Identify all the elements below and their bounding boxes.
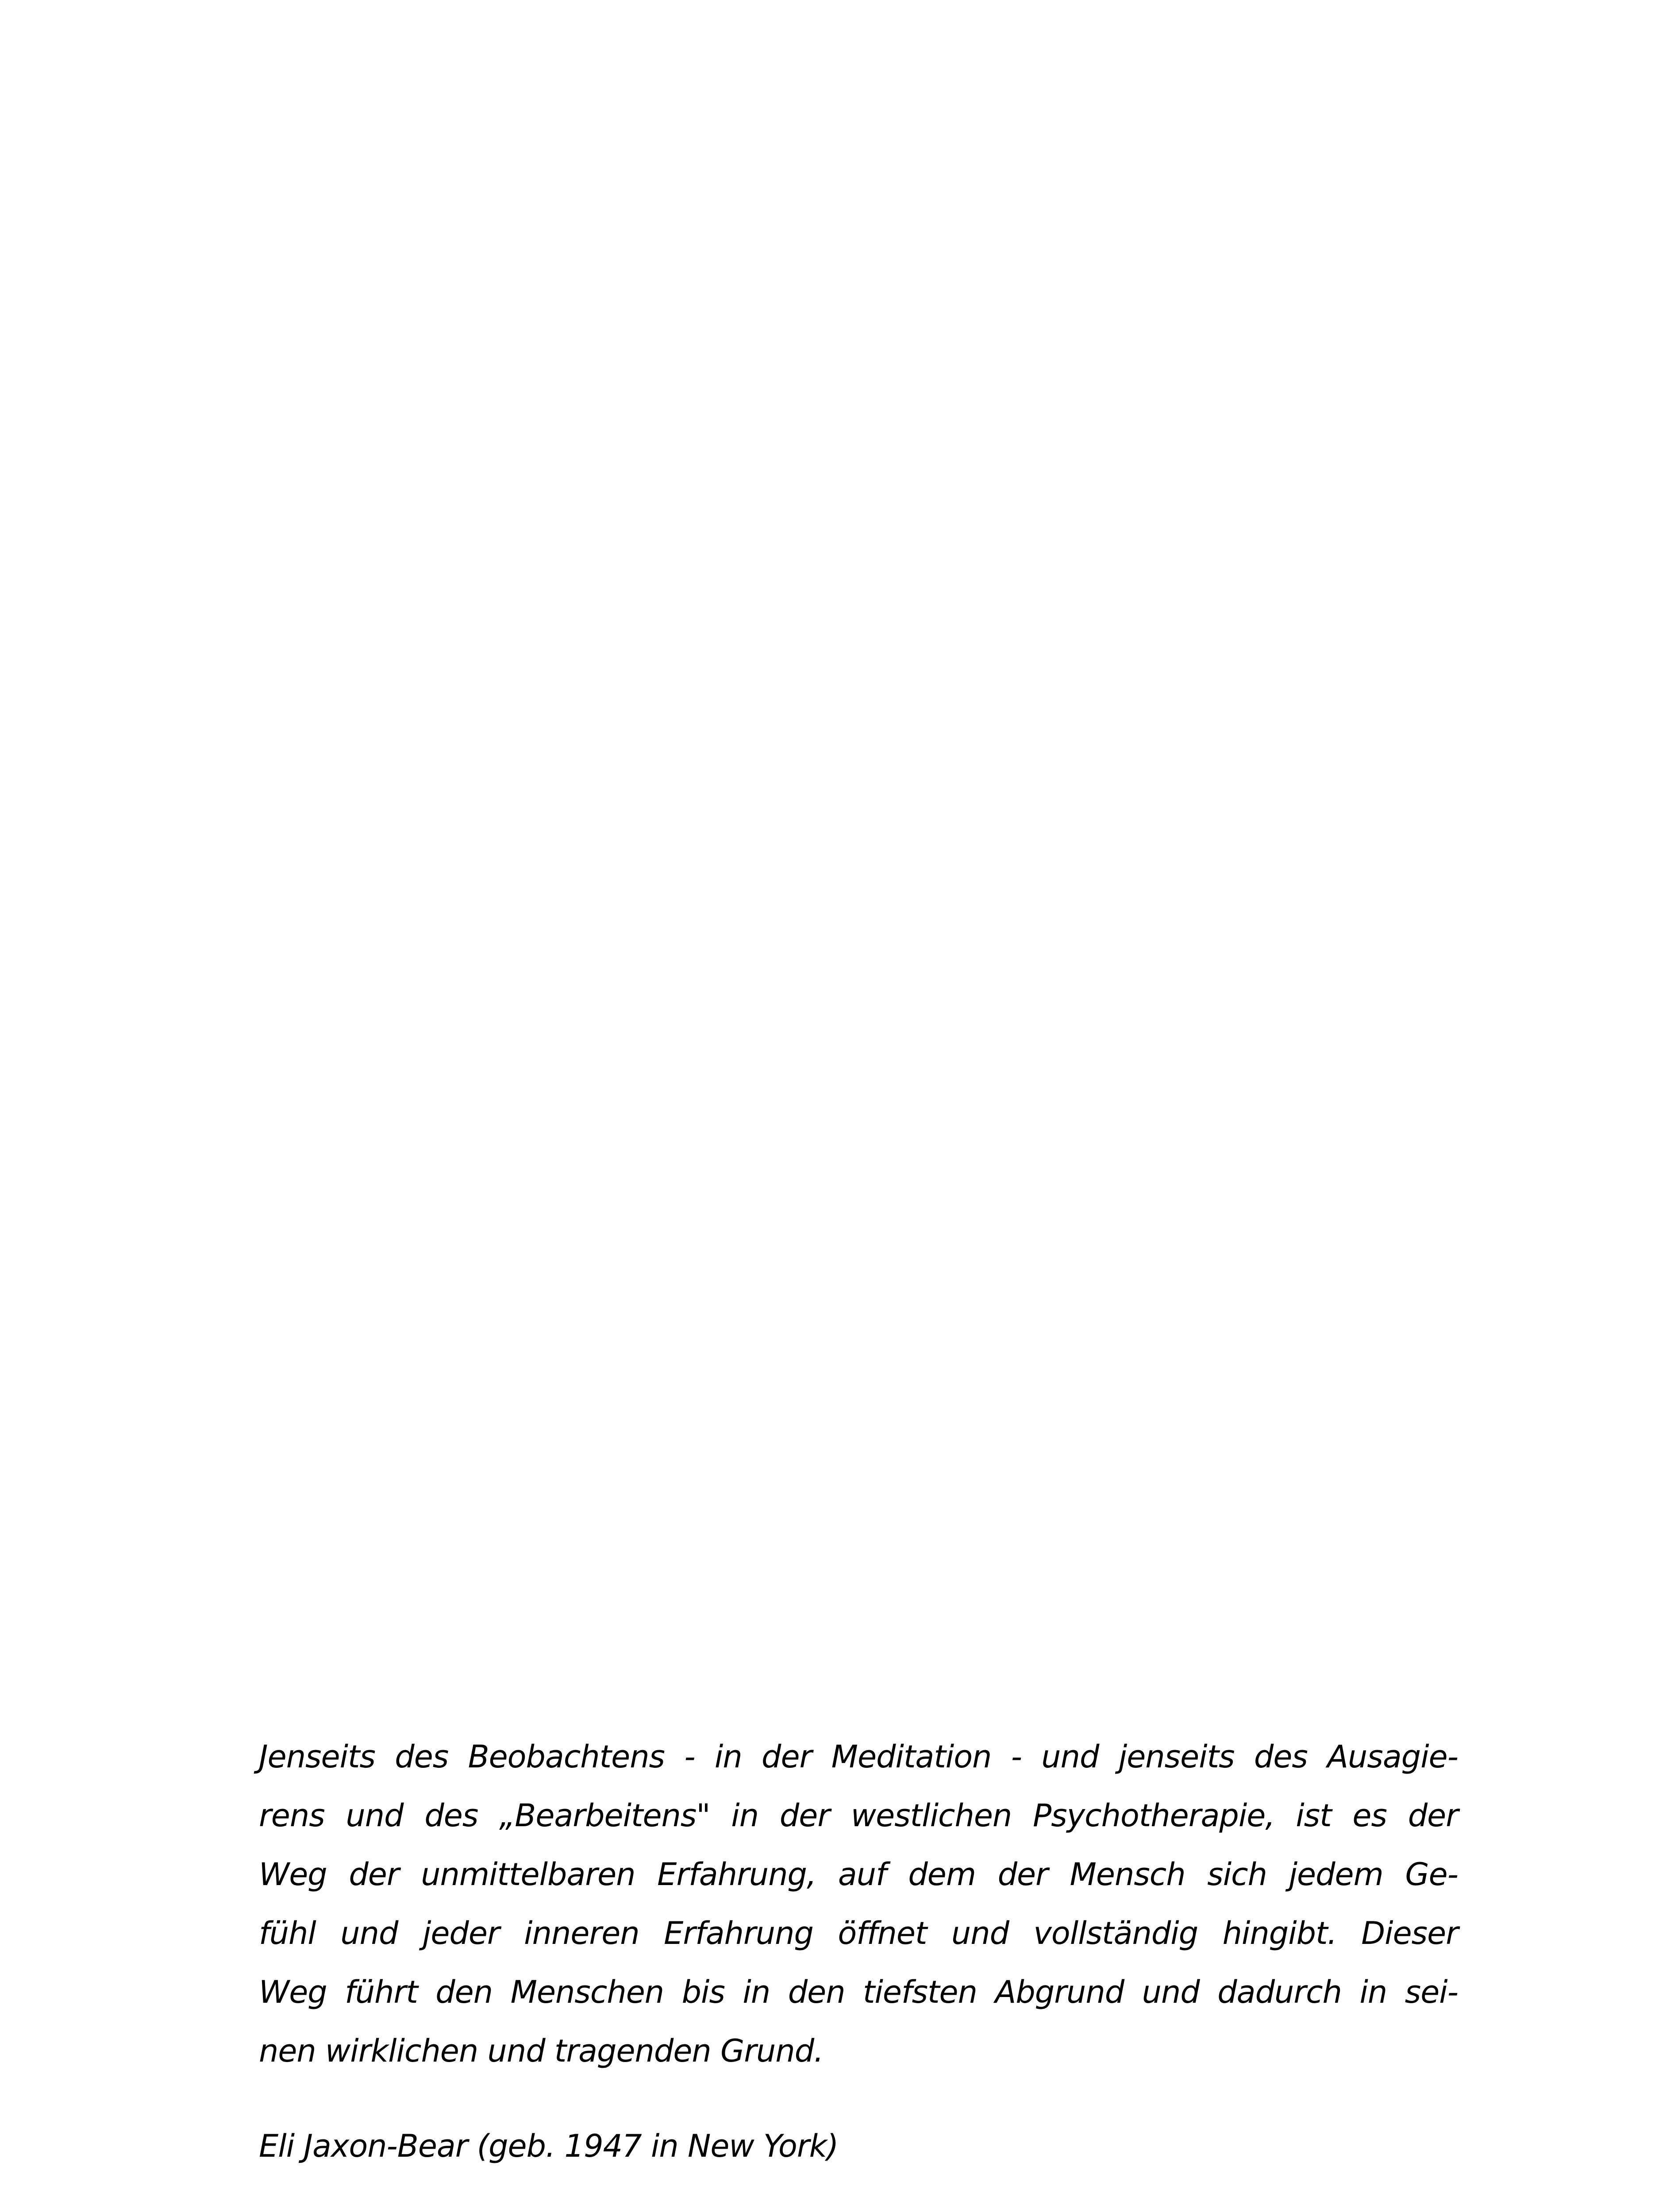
quote-line: Weg der unmittelbaren Erfahrung, auf dem der Mensch sich jedem Ge-	[259, 1856, 1458, 1893]
quote-line: nen wirklichen und tragenden Grund.	[259, 2033, 824, 2069]
quote-attribution: Eli Jaxon-Bear (geb. 1947 in New York)	[259, 2128, 839, 2164]
quote-line: rens und des „Bearbeitens" in der westlichen Psychotherapie, ist es der	[259, 1797, 1458, 1834]
quote-line: Weg führt den Menschen bis in den tiefsten Abgrund und dadurch in sei-	[259, 1974, 1458, 2010]
quote-line: Jenseits des Beobachtens - in der Meditation - und jenseits des Ausagie-	[259, 1739, 1458, 1775]
quote-line: fühl und jeder inneren Erfahrung öffnet und vollständig hingibt. Dieser	[259, 1915, 1458, 1951]
quote-paragraph	[259, 1728, 1458, 2081]
